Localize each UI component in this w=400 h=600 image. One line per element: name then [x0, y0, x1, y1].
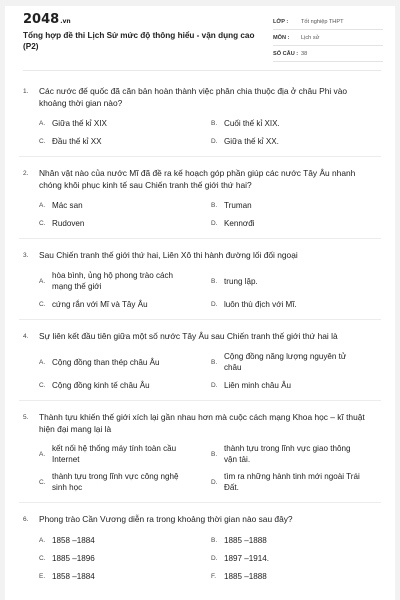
exam-page: [5, 6, 395, 600]
option-text: Cộng đồng kinh tế châu Âu: [52, 380, 150, 390]
option-text: Liên minh châu Âu: [224, 380, 292, 390]
answer-option[interactable]: [39, 117, 211, 129]
answer-option[interactable]: [211, 270, 383, 292]
question-divider: [19, 238, 381, 239]
option-letter: A.: [39, 201, 46, 209]
question-number: 4.: [23, 333, 29, 340]
answer-option[interactable]: [211, 217, 383, 229]
question-stem: [23, 249, 381, 262]
meta-value: 38: [301, 50, 308, 57]
header-divider: [23, 70, 381, 71]
option-text: Cộng đồng than thép châu Âu: [52, 357, 160, 367]
answer-option[interactable]: [39, 351, 211, 373]
meta-row: [273, 30, 383, 46]
option-text: 1858 –1884: [52, 571, 95, 581]
option-letter: D.: [211, 300, 218, 308]
meta-row: [273, 46, 383, 62]
option-text: Cuối thế kỉ XIX.: [224, 118, 280, 128]
answer-option[interactable]: [211, 117, 383, 129]
option-letter: F.: [211, 572, 217, 580]
question-text: Sau Chiến tranh thế giới thứ hai, Liên Xô thi hành đường lối đối ngoại: [39, 250, 298, 260]
option-text: Đầu thế kỉ XX: [52, 136, 102, 146]
option-letter: E.: [39, 572, 46, 580]
document-title: Tổng hợp đề thi Lịch Sử mức độ thông hiểu - vận dụng cao (P2): [23, 31, 255, 51]
option-letter: A.: [39, 536, 46, 544]
option-text: tìm ra những hành tinh mới ngoài Trái Đất.: [224, 472, 360, 492]
option-letter: A.: [39, 358, 46, 366]
answer-option[interactable]: [211, 552, 383, 564]
meta-value: Tốt nghiệp THPT: [301, 18, 344, 25]
option-text: cứng rắn với Mĩ và Tây Âu: [52, 299, 148, 309]
option-letter: C.: [39, 300, 46, 308]
option-text: 1885 –1888: [224, 571, 267, 581]
option-text: Rudoven: [52, 218, 85, 228]
option-letter: B.: [211, 450, 218, 458]
option-letter: A.: [39, 277, 46, 285]
option-letter: A.: [39, 450, 46, 458]
option-text: hòa bình, ủng hộ phong trào cách mạng thế giới: [52, 271, 174, 291]
option-letter: C.: [39, 381, 46, 389]
option-text: Giữa thế kỉ XIX: [52, 118, 107, 128]
answer-options: [23, 443, 381, 493]
option-letter: C.: [39, 137, 46, 145]
answer-option[interactable]: [39, 217, 211, 229]
question-stem: [23, 411, 381, 435]
document-meta: [273, 14, 383, 62]
answer-option[interactable]: [39, 471, 211, 493]
option-text: 1885 –1888: [224, 535, 267, 545]
answer-option[interactable]: [39, 199, 211, 211]
option-text: thành tựu trong lĩnh vực giao thông vận tải.: [224, 444, 351, 464]
option-text: Kennơđi: [224, 218, 255, 228]
question-number: 3.: [23, 252, 29, 259]
question-divider: [19, 502, 381, 503]
question-item: [23, 330, 381, 401]
answer-option[interactable]: [211, 135, 383, 147]
answer-option[interactable]: [39, 534, 211, 546]
answer-option[interactable]: [39, 552, 211, 564]
option-text: Mác san: [52, 200, 83, 210]
question-text: Các nước đế quốc đã căn bản hoàn thành việc phân chia thuộc địa ở châu Phi vào khoảng thời gian nào?: [39, 86, 348, 108]
question-item: [23, 167, 381, 239]
site-logo[interactable]: 2048.vn: [23, 12, 71, 27]
answer-option[interactable]: [39, 570, 211, 582]
answer-options: [23, 351, 381, 391]
option-letter: B.: [211, 277, 218, 285]
question-stem: [23, 167, 381, 191]
meta-value: Lịch sử: [301, 34, 320, 41]
option-text: Cộng đồng năng lượng nguyên tử châu: [224, 352, 347, 372]
option-text: Truman: [224, 200, 252, 210]
option-letter: A.: [39, 119, 46, 127]
question-number: 1.: [23, 88, 29, 95]
answer-options: [23, 199, 381, 229]
question-text: Nhân vật nào của nước Mĩ đã đề ra kế hoạch góp phần giúp các nước Tây Âu nhanh chóng khôi phục kinh tế sau Chiến tranh thế giới thứ hai?: [39, 168, 356, 190]
option-letter: B.: [211, 119, 218, 127]
option-letter: D.: [211, 219, 218, 227]
question-text: Thành tựu khiến thế giới xích lại gần nhau hơn mà cuộc cách mạng Khoa học – kĩ thuật hiện đại mang lại là: [39, 412, 365, 434]
option-letter: D.: [211, 478, 218, 486]
answer-options: [23, 534, 381, 582]
option-text: 1897 –1914.: [224, 553, 270, 563]
option-letter: C.: [39, 554, 46, 562]
answer-option[interactable]: [211, 351, 383, 373]
option-letter: B.: [211, 536, 218, 544]
question-stem: [23, 330, 381, 343]
answer-option[interactable]: [39, 270, 211, 292]
answer-option[interactable]: [211, 570, 383, 582]
option-text: thành tựu trong lĩnh vực công nghệ sinh học: [52, 472, 179, 492]
meta-label: SỐ CÂU :: [273, 50, 299, 57]
answer-option[interactable]: [39, 379, 211, 391]
option-text: trung lập.: [224, 276, 258, 286]
answer-option[interactable]: [39, 298, 211, 310]
answer-option[interactable]: [39, 443, 211, 465]
question-divider: [19, 400, 381, 401]
answer-options: [23, 270, 381, 310]
option-letter: D.: [211, 137, 218, 145]
question-stem: [23, 85, 381, 109]
answer-option[interactable]: [211, 379, 383, 391]
option-letter: D.: [211, 381, 218, 389]
answer-option[interactable]: [211, 471, 383, 493]
answer-option[interactable]: [211, 199, 383, 211]
answer-option[interactable]: [39, 135, 211, 147]
question-item: [23, 85, 381, 157]
answer-option[interactable]: [211, 443, 383, 465]
question-number: 6.: [23, 516, 29, 523]
option-text: 1885 –1896: [52, 553, 95, 563]
answer-options: [23, 117, 381, 147]
meta-label: MÔN :: [273, 34, 290, 41]
option-text: kết nối hệ thống máy tính toàn cầu Internet: [52, 444, 177, 464]
option-letter: C.: [39, 219, 46, 227]
answer-option[interactable]: [211, 534, 383, 546]
question-text: Phong trào Cần Vương diễn ra trong khoảng thời gian nào sau đây?: [39, 514, 293, 524]
question-divider: [19, 156, 381, 157]
document-header: [23, 6, 381, 68]
question-item: [23, 513, 381, 582]
question-number: 5.: [23, 414, 29, 421]
answer-option[interactable]: [211, 298, 383, 310]
question-text: Sự liên kết đầu tiên giữa một số nước Tây Âu sau Chiến tranh thế giới thứ hai là: [39, 331, 338, 341]
option-text: 1858 –1884: [52, 535, 95, 545]
question-item: [23, 249, 381, 320]
meta-row: [273, 14, 383, 30]
question-item: [23, 411, 381, 503]
meta-label: LỚP :: [273, 18, 289, 25]
option-letter: B.: [211, 201, 218, 209]
option-letter: D.: [211, 554, 218, 562]
option-text: Giữa thế kỉ XX.: [224, 136, 279, 146]
question-number: 2.: [23, 170, 29, 177]
option-text: luôn thù địch với Mĩ.: [224, 299, 297, 309]
question-divider: [19, 319, 381, 320]
option-letter: C.: [39, 478, 46, 486]
question-stem: [23, 513, 381, 526]
option-letter: B.: [211, 358, 218, 366]
question-list: [23, 85, 381, 582]
